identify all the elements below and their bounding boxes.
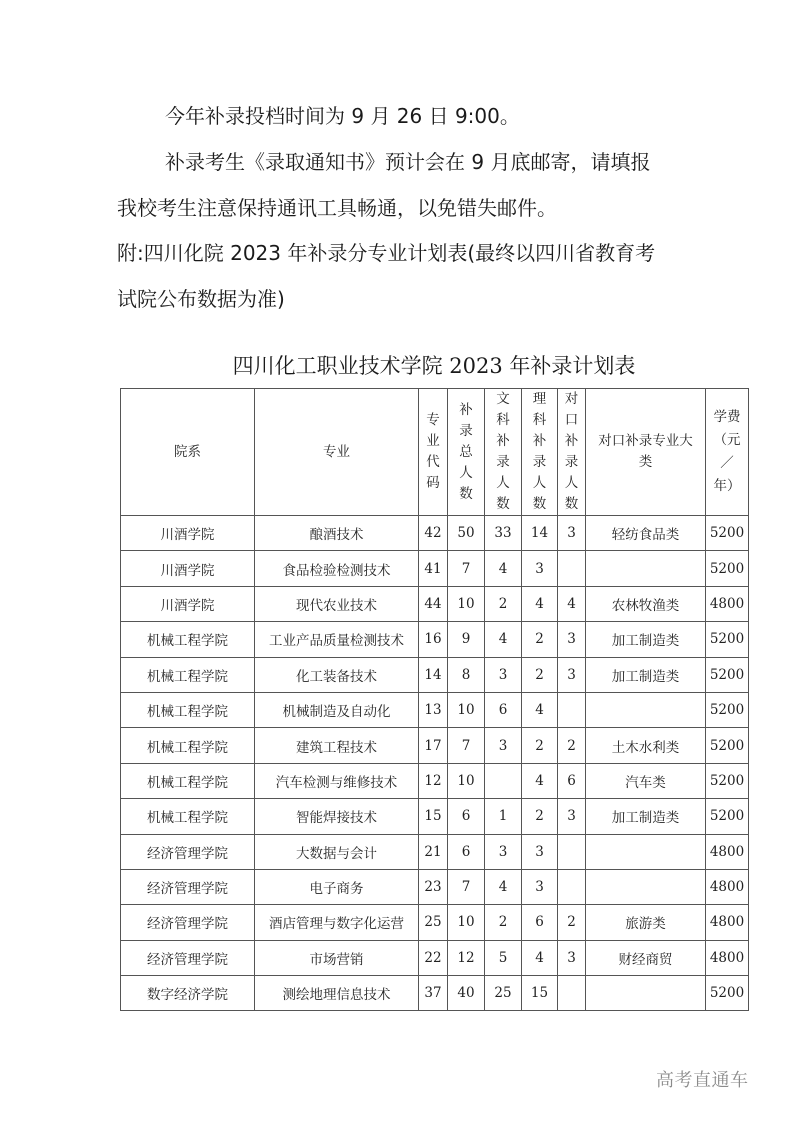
cell-science: 2 bbox=[522, 799, 558, 834]
cell-arts bbox=[485, 763, 522, 798]
cell-fee: 5200 bbox=[706, 763, 749, 798]
cell-vocational-category bbox=[586, 976, 706, 1011]
table-row bbox=[121, 622, 749, 657]
cell-vocational-category: 加工制造类 bbox=[586, 657, 706, 692]
cell-vocational: 3 bbox=[558, 622, 586, 657]
cell-major: 汽车检测与维修技术 bbox=[255, 763, 419, 798]
cell-code: 44 bbox=[419, 586, 448, 621]
table-row bbox=[121, 940, 749, 975]
cell-vocational: 2 bbox=[558, 905, 586, 940]
cell-arts: 6 bbox=[485, 692, 522, 727]
cell-major: 电子商务 bbox=[255, 869, 419, 904]
table-row bbox=[121, 692, 749, 727]
cell-code: 13 bbox=[419, 692, 448, 727]
cell-fee: 4800 bbox=[706, 834, 749, 869]
table-row bbox=[121, 516, 749, 551]
cell-department: 川酒学院 bbox=[121, 586, 255, 621]
header-code: 专业代码 bbox=[419, 389, 448, 516]
cell-arts: 1 bbox=[485, 799, 522, 834]
cell-major: 智能焊接技术 bbox=[255, 799, 419, 834]
table-row bbox=[121, 763, 749, 798]
cell-arts: 4 bbox=[485, 869, 522, 904]
cell-fee: 5200 bbox=[706, 551, 749, 586]
cell-arts: 2 bbox=[485, 905, 522, 940]
cell-fee: 5200 bbox=[706, 799, 749, 834]
cell-department: 川酒学院 bbox=[121, 551, 255, 586]
cell-science: 4 bbox=[522, 940, 558, 975]
cell-major: 市场营销 bbox=[255, 940, 419, 975]
cell-fee: 5200 bbox=[706, 692, 749, 727]
cell-department: 数字经济学院 bbox=[121, 976, 255, 1011]
cell-science: 3 bbox=[522, 869, 558, 904]
cell-arts: 2 bbox=[485, 586, 522, 621]
cell-total: 6 bbox=[448, 799, 485, 834]
cell-department: 经济管理学院 bbox=[121, 834, 255, 869]
paragraph-notice-line-2: 我校考生注意保持通讯工具畅通，以免错失邮件。 bbox=[117, 196, 557, 220]
cell-code: 37 bbox=[419, 976, 448, 1011]
table-row bbox=[121, 586, 749, 621]
cell-department: 经济管理学院 bbox=[121, 869, 255, 904]
cell-department: 机械工程学院 bbox=[121, 692, 255, 727]
cell-vocational-category: 汽车类 bbox=[586, 763, 706, 798]
cell-arts: 3 bbox=[485, 834, 522, 869]
cell-vocational bbox=[558, 869, 586, 904]
cell-department: 机械工程学院 bbox=[121, 799, 255, 834]
cell-arts: 5 bbox=[485, 940, 522, 975]
table-row bbox=[121, 834, 749, 869]
cell-science: 2 bbox=[522, 622, 558, 657]
cell-total: 7 bbox=[448, 551, 485, 586]
cell-vocational bbox=[558, 834, 586, 869]
cell-department: 川酒学院 bbox=[121, 516, 255, 551]
cell-total: 10 bbox=[448, 763, 485, 798]
paragraph-attachment-line-2: 试院公布数据为准) bbox=[117, 287, 285, 311]
table-row bbox=[121, 551, 749, 586]
cell-vocational-category bbox=[586, 869, 706, 904]
cell-total: 7 bbox=[448, 869, 485, 904]
table-row bbox=[121, 869, 749, 904]
paragraph-attachment-line-1: 附:四川化院 2023 年补录分专业计划表(最终以四川省教育考 bbox=[117, 241, 656, 265]
cell-total: 10 bbox=[448, 692, 485, 727]
cell-vocational: 3 bbox=[558, 799, 586, 834]
cell-vocational: 3 bbox=[558, 940, 586, 975]
header-science: 理科补录人数 bbox=[522, 389, 558, 516]
header-major: 专业 bbox=[255, 389, 419, 516]
cell-total: 50 bbox=[448, 516, 485, 551]
cell-major: 工业产品质量检测技术 bbox=[255, 622, 419, 657]
cell-code: 41 bbox=[419, 551, 448, 586]
cell-department: 机械工程学院 bbox=[121, 763, 255, 798]
cell-arts: 25 bbox=[485, 976, 522, 1011]
cell-total: 10 bbox=[448, 905, 485, 940]
cell-vocational bbox=[558, 551, 586, 586]
cell-fee: 5200 bbox=[706, 976, 749, 1011]
table-row bbox=[121, 799, 749, 834]
cell-code: 42 bbox=[419, 516, 448, 551]
cell-vocational-category: 财经商贸 bbox=[586, 940, 706, 975]
cell-vocational-category: 农林牧渔类 bbox=[586, 586, 706, 621]
cell-major: 测绘地理信息技术 bbox=[255, 976, 419, 1011]
cell-science: 4 bbox=[522, 586, 558, 621]
header-vocational: 对口补录人数 bbox=[558, 389, 586, 516]
table-row bbox=[121, 728, 749, 763]
cell-vocational bbox=[558, 976, 586, 1011]
cell-vocational-category bbox=[586, 834, 706, 869]
cell-department: 经济管理学院 bbox=[121, 940, 255, 975]
table-title: 四川化工职业技术学院 2023 年补录计划表 bbox=[232, 354, 636, 378]
cell-science: 14 bbox=[522, 516, 558, 551]
cell-code: 15 bbox=[419, 799, 448, 834]
cell-arts: 4 bbox=[485, 622, 522, 657]
cell-vocational: 3 bbox=[558, 657, 586, 692]
cell-vocational: 3 bbox=[558, 516, 586, 551]
cell-code: 22 bbox=[419, 940, 448, 975]
cell-total: 8 bbox=[448, 657, 485, 692]
cell-vocational-category: 旅游类 bbox=[586, 905, 706, 940]
cell-department: 经济管理学院 bbox=[121, 905, 255, 940]
cell-total: 9 bbox=[448, 622, 485, 657]
cell-science: 4 bbox=[522, 692, 558, 727]
header-vocational-category: 对口补录专业大类 bbox=[586, 389, 706, 516]
cell-arts: 33 bbox=[485, 516, 522, 551]
cell-total: 10 bbox=[448, 586, 485, 621]
cell-total: 12 bbox=[448, 940, 485, 975]
cell-total: 40 bbox=[448, 976, 485, 1011]
cell-code: 16 bbox=[419, 622, 448, 657]
cell-department: 机械工程学院 bbox=[121, 622, 255, 657]
admission-plan-table bbox=[120, 388, 749, 1011]
cell-vocational-category bbox=[586, 692, 706, 727]
table-header-row bbox=[121, 389, 749, 516]
cell-fee: 4800 bbox=[706, 940, 749, 975]
cell-code: 17 bbox=[419, 728, 448, 763]
cell-fee: 4800 bbox=[706, 586, 749, 621]
table-row bbox=[121, 657, 749, 692]
cell-major: 机械制造及自动化 bbox=[255, 692, 419, 727]
cell-code: 23 bbox=[419, 869, 448, 904]
cell-science: 4 bbox=[522, 763, 558, 798]
cell-total: 7 bbox=[448, 728, 485, 763]
header-arts: 文科补录人数 bbox=[485, 389, 522, 516]
cell-fee: 5200 bbox=[706, 622, 749, 657]
cell-code: 12 bbox=[419, 763, 448, 798]
cell-fee: 5200 bbox=[706, 728, 749, 763]
paragraph-notice-line-1: 补录考生《录取通知书》预计会在 9 月底邮寄，请填报 bbox=[165, 150, 651, 174]
cell-arts: 3 bbox=[485, 657, 522, 692]
table-row bbox=[121, 976, 749, 1011]
cell-major: 酒店管理与数字化运营 bbox=[255, 905, 419, 940]
cell-major: 食品检验检测技术 bbox=[255, 551, 419, 586]
cell-vocational bbox=[558, 692, 586, 727]
cell-science: 2 bbox=[522, 728, 558, 763]
cell-vocational-category: 加工制造类 bbox=[586, 622, 706, 657]
cell-major: 酿酒技术 bbox=[255, 516, 419, 551]
cell-science: 3 bbox=[522, 834, 558, 869]
cell-fee: 4800 bbox=[706, 905, 749, 940]
cell-department: 机械工程学院 bbox=[121, 728, 255, 763]
cell-total: 6 bbox=[448, 834, 485, 869]
cell-arts: 3 bbox=[485, 728, 522, 763]
cell-science: 3 bbox=[522, 551, 558, 586]
cell-vocational: 6 bbox=[558, 763, 586, 798]
cell-major: 大数据与会计 bbox=[255, 834, 419, 869]
header-fee: 学费（元／年） bbox=[706, 389, 749, 516]
table-row bbox=[121, 905, 749, 940]
paragraph-deadline: 今年补录投档时间为 9 月 26 日 9:00。 bbox=[165, 104, 520, 128]
cell-major: 化工装备技术 bbox=[255, 657, 419, 692]
cell-fee: 4800 bbox=[706, 869, 749, 904]
cell-department: 机械工程学院 bbox=[121, 657, 255, 692]
cell-arts: 4 bbox=[485, 551, 522, 586]
cell-science: 2 bbox=[522, 657, 558, 692]
cell-vocational: 2 bbox=[558, 728, 586, 763]
cell-vocational: 4 bbox=[558, 586, 586, 621]
header-total: 补录总人数 bbox=[448, 389, 485, 516]
cell-fee: 5200 bbox=[706, 657, 749, 692]
watermark: 高考直通车 bbox=[656, 1070, 749, 1091]
cell-vocational-category: 土木水利类 bbox=[586, 728, 706, 763]
cell-major: 现代农业技术 bbox=[255, 586, 419, 621]
cell-major: 建筑工程技术 bbox=[255, 728, 419, 763]
header-department: 院系 bbox=[121, 389, 255, 516]
cell-science: 6 bbox=[522, 905, 558, 940]
cell-code: 21 bbox=[419, 834, 448, 869]
cell-code: 25 bbox=[419, 905, 448, 940]
cell-fee: 5200 bbox=[706, 516, 749, 551]
cell-vocational-category: 轻纺食品类 bbox=[586, 516, 706, 551]
cell-science: 15 bbox=[522, 976, 558, 1011]
cell-vocational-category bbox=[586, 551, 706, 586]
cell-code: 14 bbox=[419, 657, 448, 692]
cell-vocational-category: 加工制造类 bbox=[586, 799, 706, 834]
